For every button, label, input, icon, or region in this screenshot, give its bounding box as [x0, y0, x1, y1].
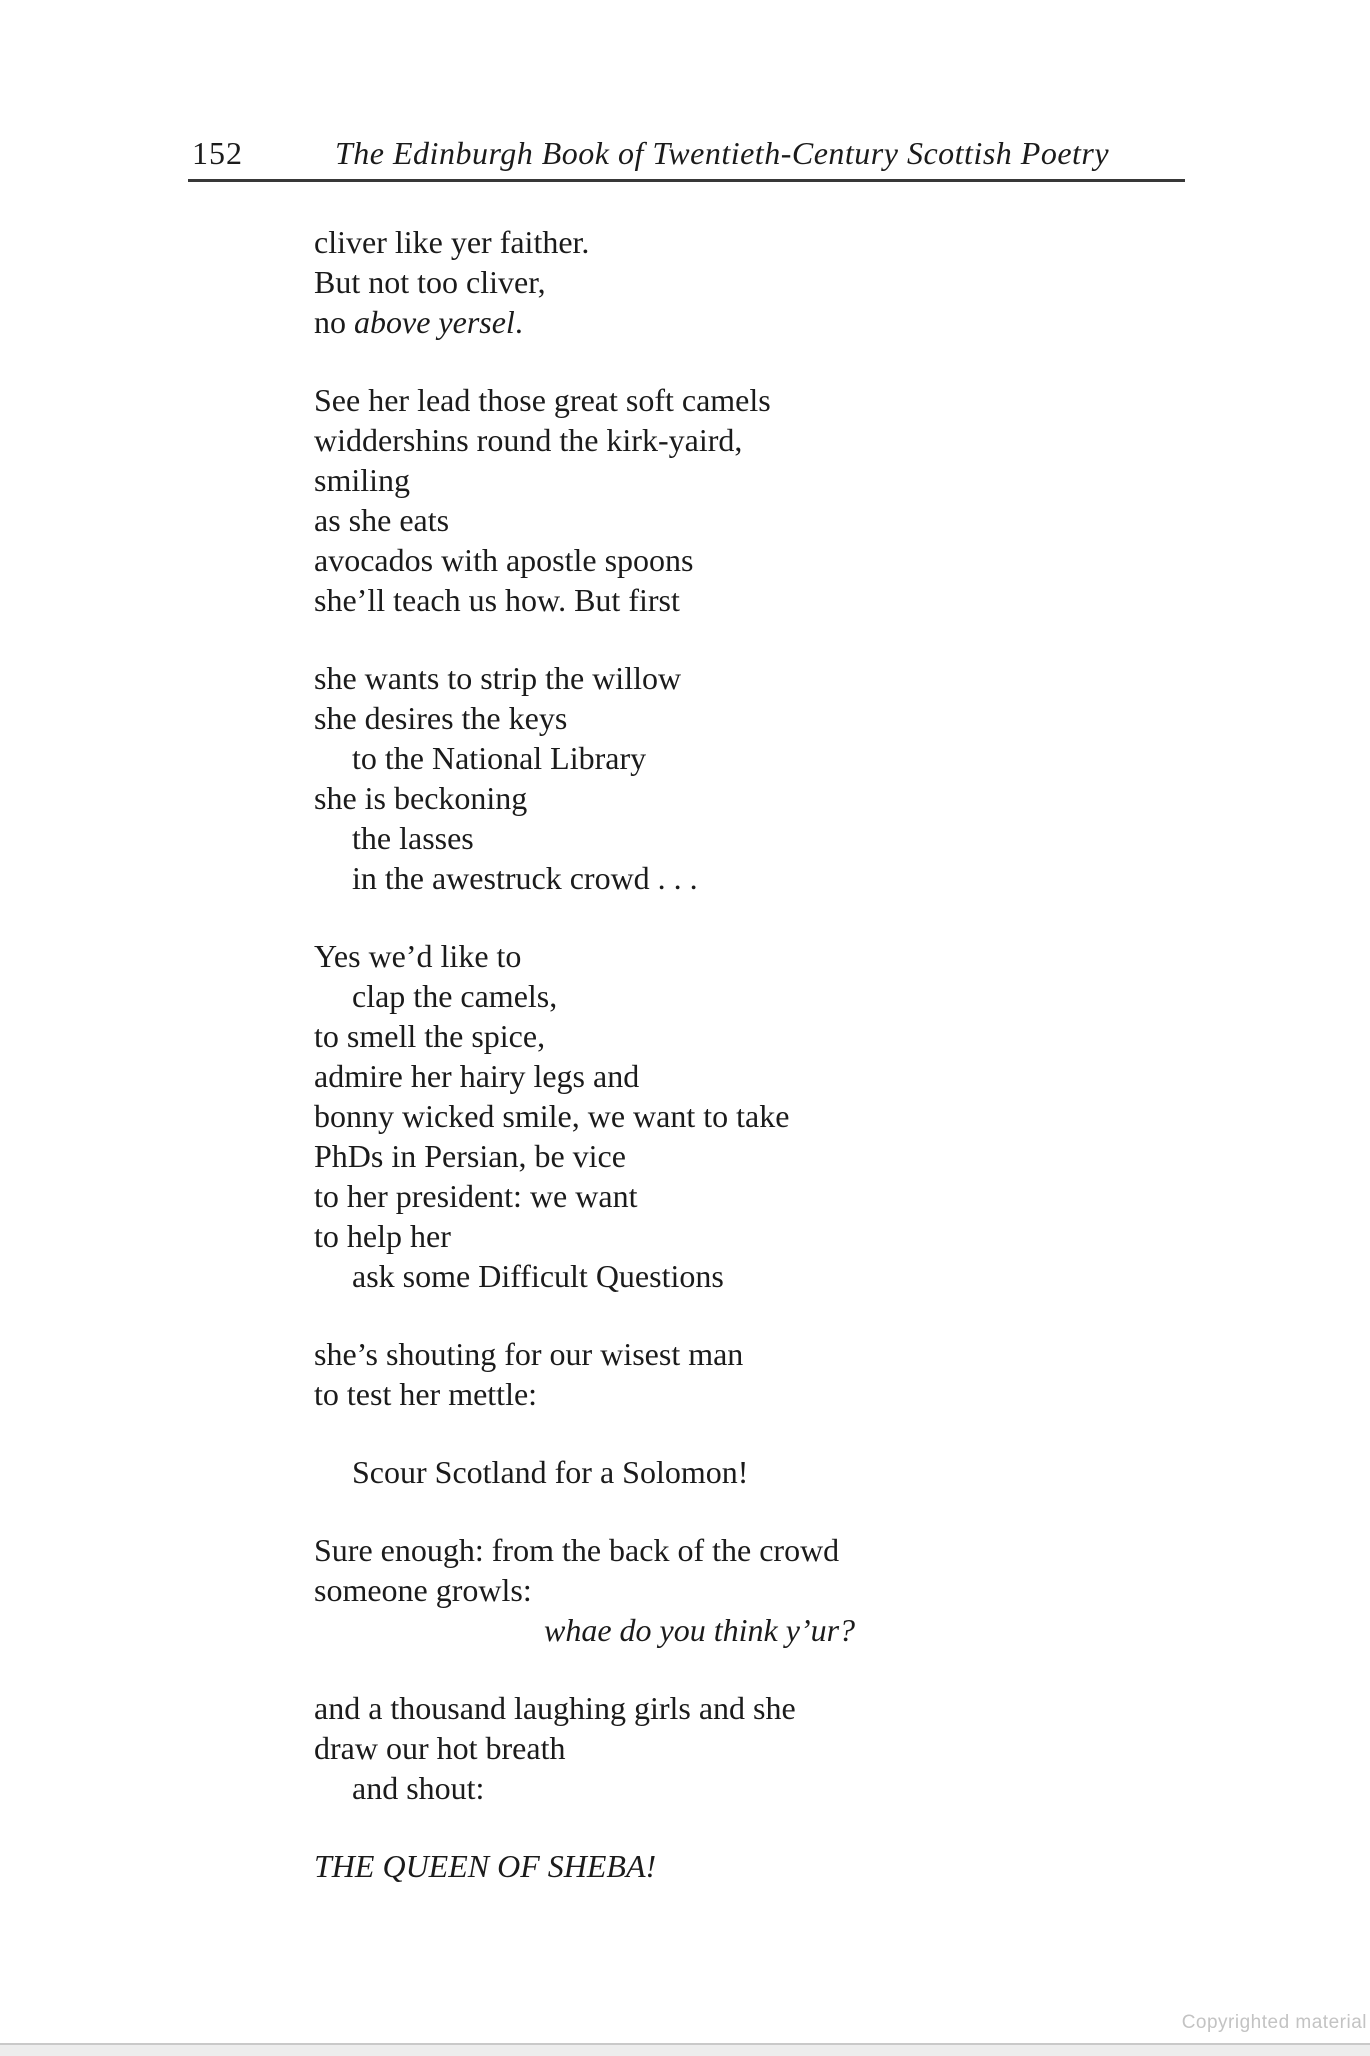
poem-line: [314, 500, 855, 540]
poem-text: she’ll teach us how. But first: [314, 582, 680, 618]
poem-line: [314, 658, 855, 698]
poem-line: [314, 1530, 855, 1570]
poem-line: [314, 1728, 855, 1768]
poem-text-italic: whae do you think y’ur?: [544, 1612, 856, 1648]
poem-line: [314, 302, 855, 342]
poem-text: Scour Scotland for a Solomon!: [352, 1454, 749, 1490]
poem-line: [314, 540, 855, 580]
stanza: [314, 222, 855, 342]
poem-text: no: [314, 304, 354, 340]
poem-text: to the National Library: [352, 740, 647, 776]
stanza: [314, 1846, 855, 1886]
poem-text: she wants to strip the willow: [314, 660, 682, 696]
poem-line: [314, 936, 855, 976]
stanza: [314, 936, 855, 1296]
poem-line: [314, 1056, 855, 1096]
poem-line: [314, 1096, 855, 1136]
poem-text: to smell the spice,: [314, 1018, 546, 1054]
stanza: [314, 1688, 855, 1808]
poem-line: [314, 1846, 855, 1886]
poem-text: ask some Difficult Questions: [352, 1258, 724, 1294]
poem-text-italic: THE QUEEN OF SHEBA!: [314, 1848, 657, 1884]
poem-line: [314, 380, 855, 420]
poem-line: [314, 262, 855, 302]
poem-text: she’s shouting for our wisest man: [314, 1336, 744, 1372]
poem-line: [314, 1688, 855, 1728]
poem-text: and a thousand laughing girls and she: [314, 1690, 796, 1726]
poem-line: [314, 1216, 855, 1256]
poem-line: [314, 858, 855, 898]
poem-text: widdershins round the kirk-yaird,: [314, 422, 743, 458]
poem-text: cliver like yer faither.: [314, 224, 590, 260]
poem-text: to test her mettle:: [314, 1376, 538, 1412]
poem-text: bonny wicked smile, we want to take: [314, 1098, 790, 1134]
poem-text: to help her: [314, 1218, 451, 1254]
poem-line: [314, 818, 855, 858]
poem-line: [314, 1016, 855, 1056]
poem-line: [314, 976, 855, 1016]
page-number: 152: [192, 135, 243, 171]
stanza: [314, 658, 855, 898]
poem-line: [314, 738, 855, 778]
poem-text: smiling: [314, 462, 411, 498]
poem-text: she is beckoning: [314, 780, 528, 816]
poem: [314, 222, 855, 1924]
poem-text: But not too cliver,: [314, 264, 546, 300]
page-edge-strip: [0, 2043, 1370, 2056]
poem-text: Yes we’d like to: [314, 938, 522, 974]
poem-line: [314, 580, 855, 620]
poem-text: draw our hot breath: [314, 1730, 566, 1766]
running-title: The Edinburgh Book of Twentieth-Century Scottish Poetry: [335, 135, 1110, 171]
poem-text: See her lead those great soft camels: [314, 382, 771, 418]
poem-line: [314, 1374, 855, 1414]
poem-line: [314, 1334, 855, 1374]
poem-text: Sure enough: from the back of the crowd: [314, 1532, 840, 1568]
poem-line: [314, 222, 855, 262]
stanza: [314, 380, 855, 620]
poem-text: in the awestruck crowd . . .: [352, 860, 698, 896]
stanza: [314, 1334, 855, 1414]
stanza: [314, 1530, 855, 1650]
poem-line: [314, 1452, 855, 1492]
poem-text: she desires the keys: [314, 700, 568, 736]
header-rule: [188, 179, 1185, 182]
poem-text: and shout:: [352, 1770, 485, 1806]
page-header: [192, 137, 1187, 169]
poem-line: [314, 778, 855, 818]
poem-text-italic: above yersel: [354, 304, 515, 340]
poem-line: [314, 1768, 855, 1808]
poem-text: PhDs in Persian, be vice: [314, 1138, 626, 1174]
copyright-notice: Copyrighted material: [1181, 2012, 1367, 2033]
poem-line: [314, 1176, 855, 1216]
poem-text: clap the camels,: [352, 978, 558, 1014]
poem-line: [314, 1610, 855, 1650]
poem-line: [314, 1256, 855, 1296]
poem-text: the lasses: [352, 820, 474, 856]
stanza: [314, 1452, 855, 1492]
poem-text: .: [514, 304, 523, 340]
poem-line: [314, 460, 855, 500]
poem-line: [314, 1570, 855, 1610]
poem-line: [314, 698, 855, 738]
poem-text: as she eats: [314, 502, 450, 538]
poem-text: avocados with apostle spoons: [314, 542, 694, 578]
poem-text: someone growls:: [314, 1572, 532, 1608]
poem-text: to her president: we want: [314, 1178, 638, 1214]
poem-line: [314, 420, 855, 460]
poem-line: [314, 1136, 855, 1176]
poem-text: admire her hairy legs and: [314, 1058, 640, 1094]
